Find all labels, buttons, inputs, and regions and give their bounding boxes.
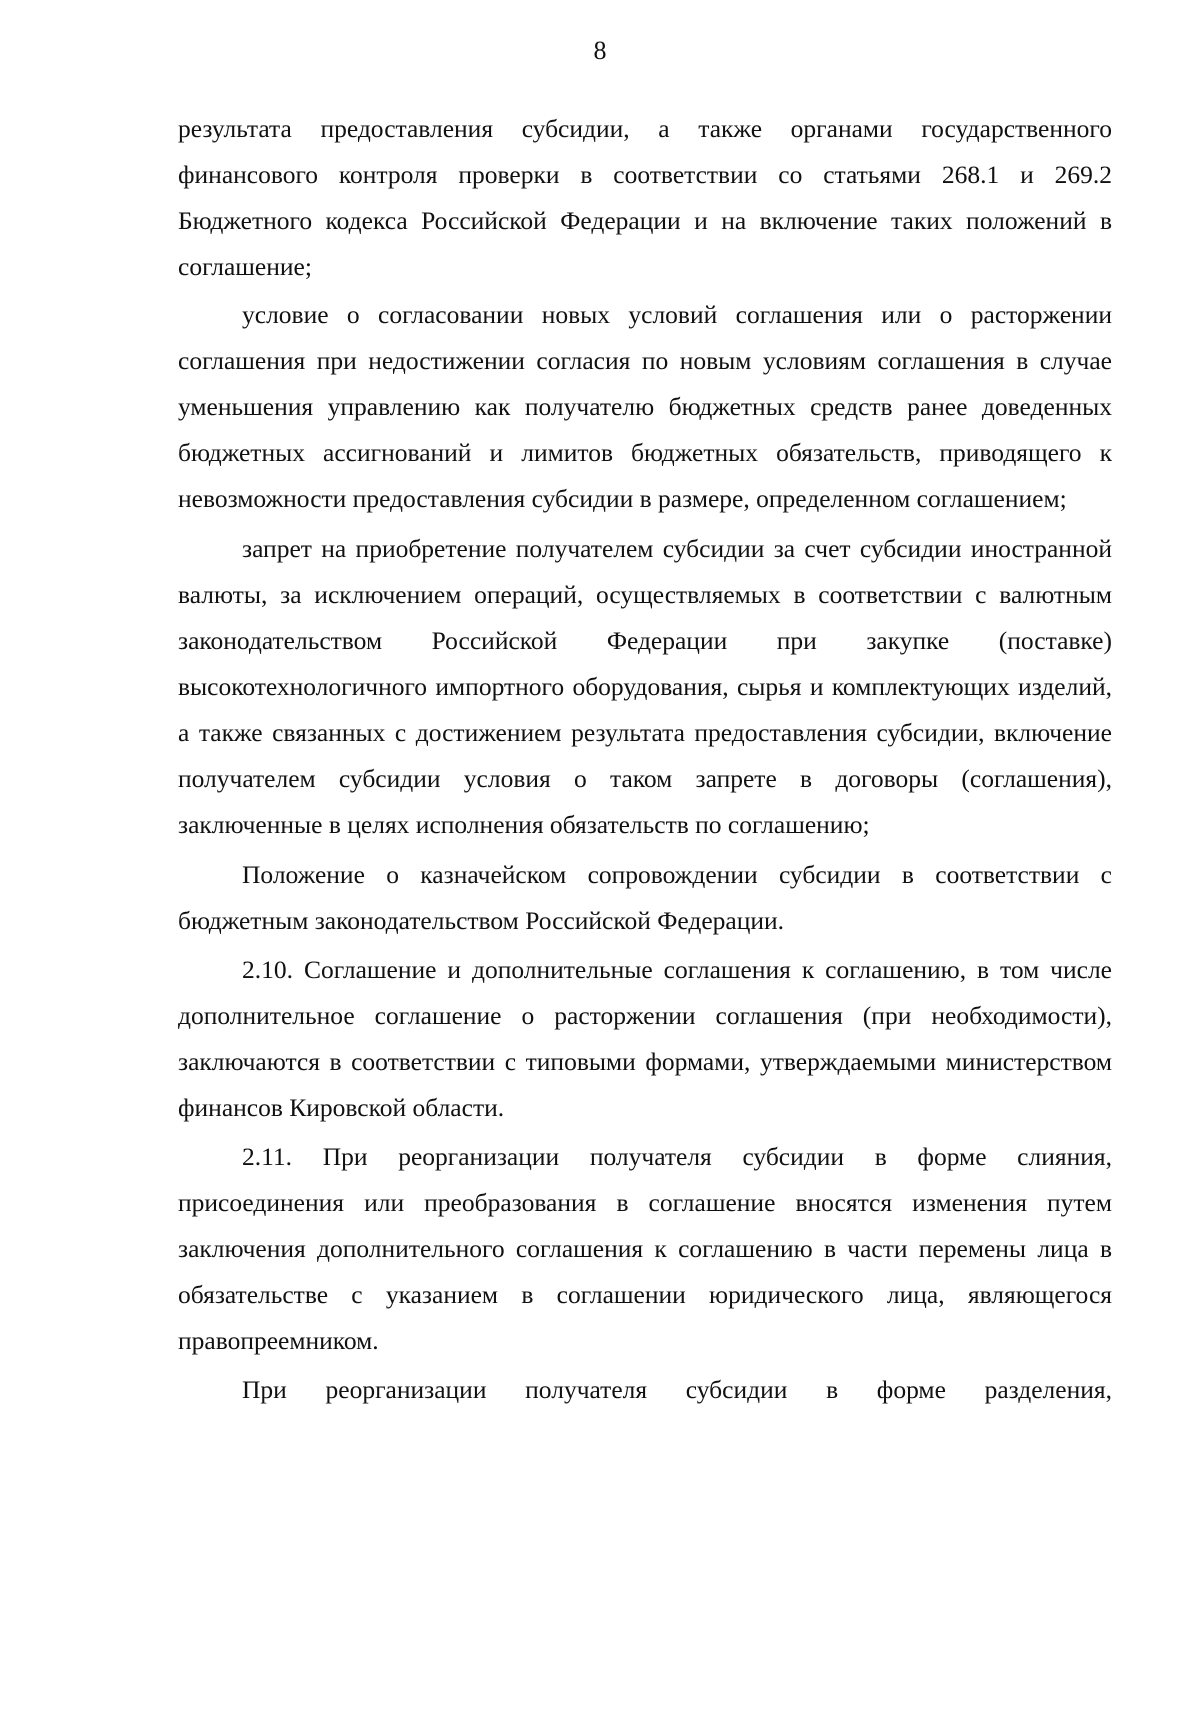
paragraph-reorganization-division: При реорганизации получателя субсидии в форме разделения, bbox=[242, 1375, 1112, 1404]
page-number: 8 bbox=[593, 36, 607, 65]
paragraph-2-11: 2.11. При реорганизации получателя субсидии в форме слияния, присоединения или преобразования в соглашение вносятся изменения путем заключения дополнительного соглашения к соглашению в части перемены лица в обязательстве с указанием в соглашении юридического лица, являющегося правопреемником. bbox=[178, 1142, 1112, 1355]
document-body bbox=[178, 106, 1112, 1413]
paragraph-2-10: 2.10. Соглашение и дополнительные соглашения к соглашению, в том числе дополнительное соглашение о расторжении соглашения (при необходимости), заключаются в соответствии с типовыми формами, утверждаемыми министерством финансов Кировской области. bbox=[178, 955, 1112, 1122]
paragraph-condition-agreement: условие о согласовании новых условий соглашения или о расторжении соглашения при недостижении согласия по новым условиям соглашения в случае уменьшения управлению как получателю бюджетных средств ранее доведенных бюджетных ассигнований и лимитов бюджетных обязательств, приводящего к невозможности предоставления субсидии в размере, определенном соглашением; bbox=[178, 300, 1112, 513]
paragraph-currency-ban: запрет на приобретение получателем субсидии за счет субсидии иностранной валюты, за исключением операций, осуществляемых в соответствии с валютным законодательством Российской Федерации при закупке (поставке) высокотехнологичного импортного оборудования, сырья и комплектующих изделий, а также связанных с достижением результата предоставления субсидии, включение получателем субсидии условия о таком запрете в договоры (соглашения), заключенные в целях исполнения обязательств по соглашению; bbox=[178, 534, 1112, 839]
paragraph-treasury-support: Положение о казначейском сопровождении субсидии в соответствии с бюджетным законодательством Российской Федерации. bbox=[178, 860, 1112, 935]
paragraph-continuation: результата предоставления субсидии, а также органами государственного финансового контроля проверки в соответствии со статьями 268.1 и 269.2 Бюджетного кодекса Российской Федерации и на включение таких положений в соглашение; bbox=[178, 114, 1112, 281]
